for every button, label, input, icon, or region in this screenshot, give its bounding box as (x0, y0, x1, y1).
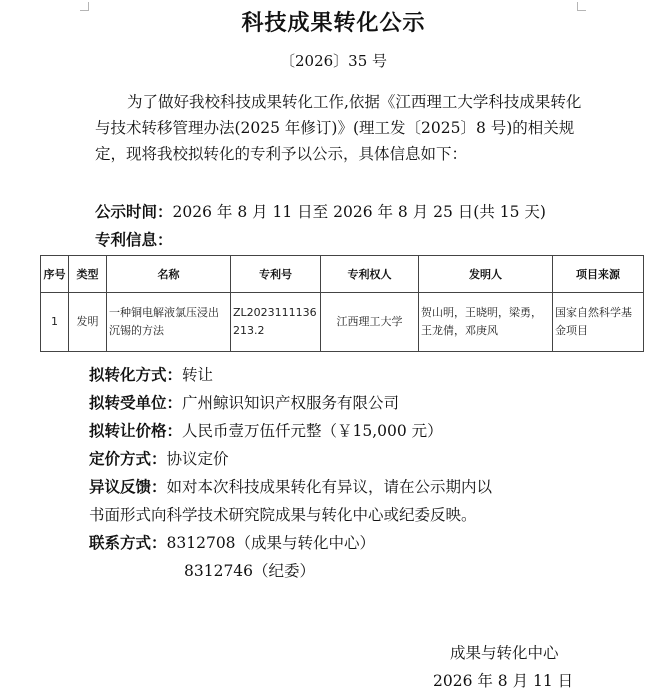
detail-label: 拟转让价格： (89, 421, 183, 440)
patent-info-label: 专利信息： (95, 230, 173, 249)
cell-patentee: 江西理工大学 (321, 293, 419, 352)
col-header-inventors: 发明人 (419, 256, 553, 293)
cell-type: 发明 (69, 293, 107, 352)
detail-objection (89, 474, 492, 500)
patent-table (40, 255, 644, 352)
contact-phone-1: 8312708（成果与转化中心） (166, 534, 376, 552)
col-header-patent-number: 专利号 (231, 256, 321, 293)
col-header-type: 类型 (69, 256, 107, 293)
table-row (41, 293, 644, 352)
contact-label: 联系方式： (89, 533, 167, 552)
detail-value: 广州鲸识知识产权服务有限公司 (182, 394, 400, 412)
document-title: 科技成果转化公示 (241, 10, 426, 36)
detail-pricing-method (89, 446, 229, 472)
detail-transfer-method (89, 362, 213, 388)
detail-value: 人民币壹万伍仟元整（￥15,000 元） (182, 422, 443, 440)
notice-period-label: 公示时间： (95, 202, 173, 221)
cell-patent-number: ZL2023111136213.2 (231, 293, 321, 352)
signature-date: 2026 年 8 月 11 日 (433, 672, 574, 690)
cell-inventors: 贺山明，王晓明，梁勇，王龙倩，邓庚风 (419, 293, 553, 352)
notice-period-value: 2026 年 8 月 11 日至 2026 年 8 月 25 日(共 15 天) (172, 203, 546, 221)
col-header-project-source: 项目来源 (553, 256, 644, 293)
detail-value: 如对本次科技成果转化有异议，请在公示期内以 (166, 478, 493, 496)
detail-price (89, 418, 443, 444)
detail-transferee (89, 390, 399, 416)
document-number: 〔2026〕35 号 (279, 52, 388, 70)
contact-phone-2: 8312746（纪委） (184, 562, 316, 580)
detail-label: 拟转化方式： (89, 365, 183, 384)
col-header-patentee: 专利权人 (321, 256, 419, 293)
detail-label: 拟转受单位： (89, 393, 183, 412)
cell-index: 1 (41, 293, 69, 352)
notice-period-line (95, 199, 546, 225)
signature-org: 成果与转化中心 (450, 644, 559, 662)
intro-paragraph: 为了做好我校科技成果转化工作,依据《江西理工大学科技成果转化与技术转移管理办法(2025 年修订)》(理工发〔2025〕8 号)的相关规定，现将我校拟转化的专利予以公示，具体信息如下： (95, 93, 582, 163)
contact-line (89, 530, 375, 556)
detail-value: 协议定价 (166, 450, 229, 468)
table-header-row (41, 256, 644, 293)
cell-project-source: 国家自然科学基金项目 (553, 293, 644, 352)
detail-label: 异议反馈： (89, 477, 167, 496)
cell-name: 一种铜电解液氯压浸出沉锡的方法 (107, 293, 231, 352)
detail-label: 定价方式： (89, 449, 167, 468)
col-header-name: 名称 (107, 256, 231, 293)
col-header-index: 序号 (41, 256, 69, 293)
patent-info-heading (95, 227, 173, 253)
detail-value: 转让 (182, 366, 214, 384)
detail-objection-continued: 书面形式向科学技术研究院成果与转化中心或纪委反映。 (89, 506, 477, 524)
